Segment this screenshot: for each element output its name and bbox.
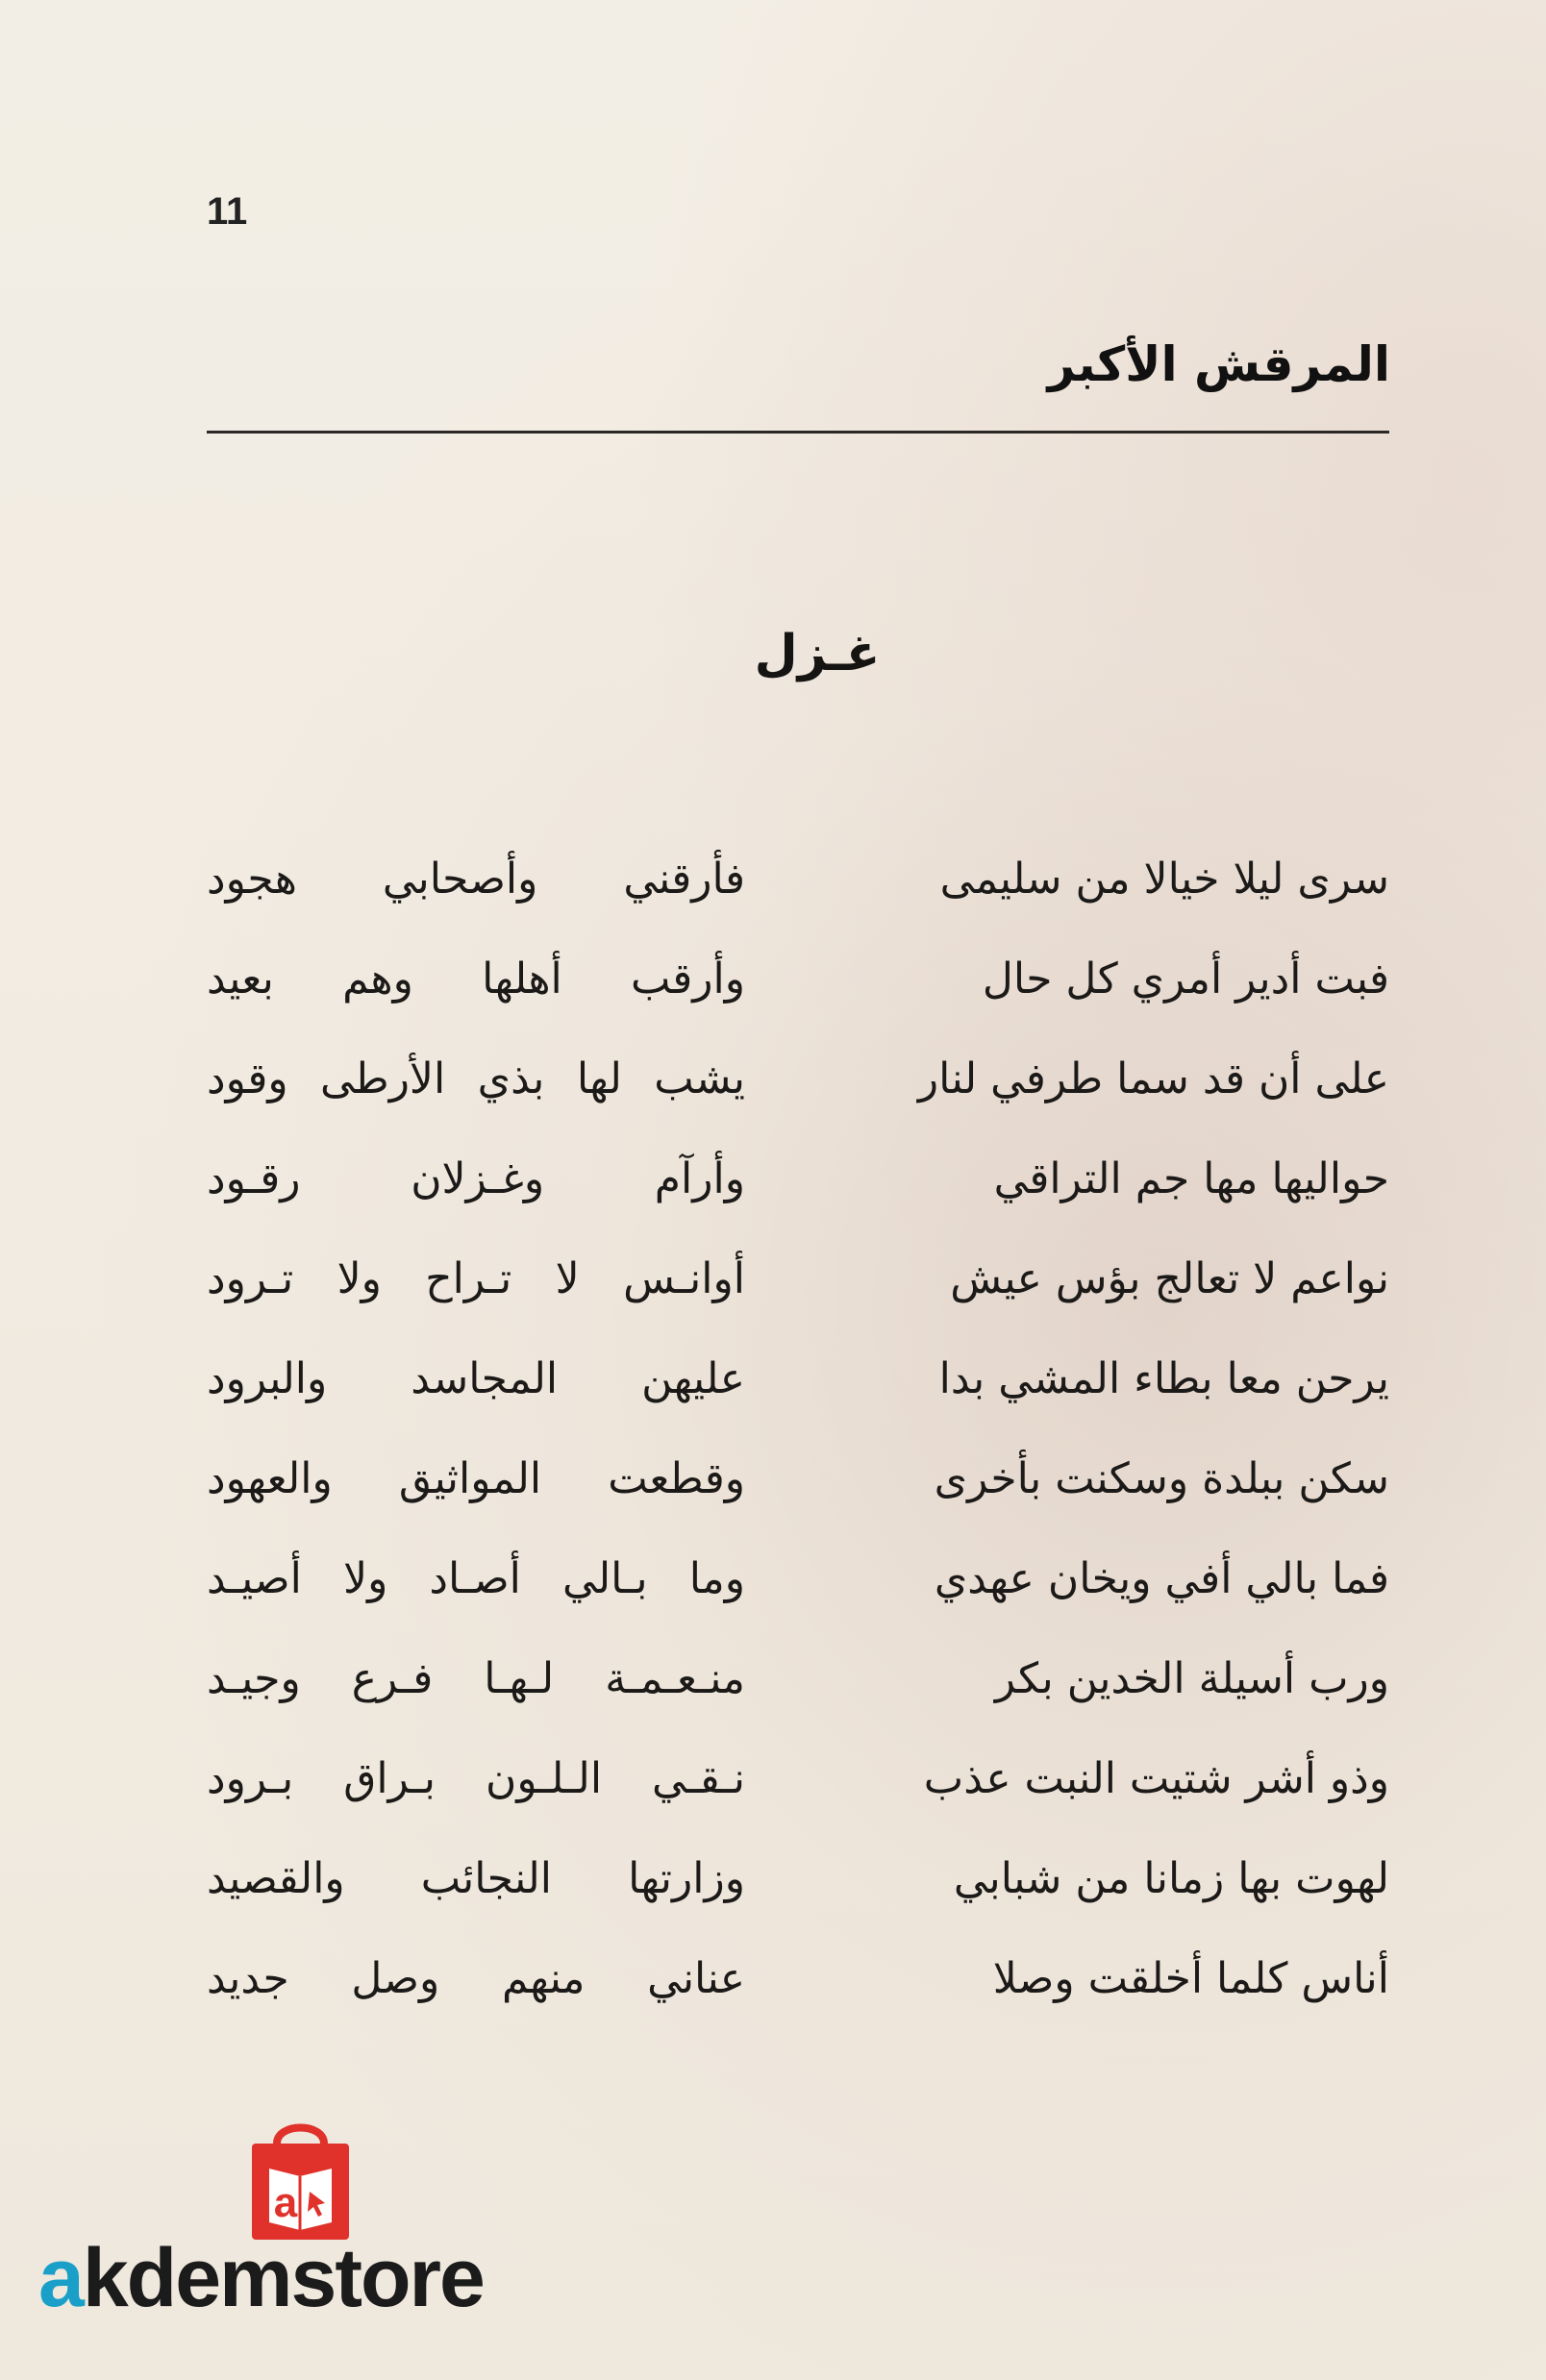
verse-first-hemistich: يرحن معا بطاء المشي بدا [938,1354,1389,1403]
verse-second-hemistich: عليهن المجاسد والبرود [207,1354,745,1403]
verse-6 [207,1341,1389,1441]
running-head: المرقش الأكبر [1047,336,1390,392]
verse-second-hemistich: عناني منهم وصل جديد [207,1954,745,2003]
shopping-bag-book-icon [231,2115,370,2247]
page-number: 11 [207,190,248,233]
verse-first-hemistich: وذو أشر شتيت النبت عذب [923,1754,1389,1803]
verse-first-hemistich: سكن ببلدة وسكنت بأخرى [934,1454,1389,1503]
verse-first-hemistich: سرى ليلا خيالا من سليمى [939,855,1389,904]
akdemstore-logo [38,2115,538,2326]
verse-1 [207,841,1389,941]
verse-first-hemistich: ورب أسيلة الخدين بكر [994,1654,1389,1703]
verse-first-hemistich: فبت أدير أمري كل حال [982,954,1389,1004]
verse-second-hemistich: نـقـي الـلـون بـراق بـرود [207,1754,745,1803]
verse-second-hemistich: أوانـس لا تـراح ولا تـرود [207,1254,745,1303]
verse-second-hemistich: وأرقب أهلها وهم بعيد [207,954,745,1004]
verse-first-hemistich: نواعم لا تعالج بؤس عيش [950,1254,1389,1303]
verse-second-hemistich: فأرقني وأصحابي هجود [207,855,745,904]
verse-first-hemistich: فما بالي أفي ويخان عهدي [934,1554,1389,1603]
verse-first-hemistich: أناس كلما أخلقت وصلا [992,1954,1389,2003]
verse-11 [207,1841,1389,1941]
verse-second-hemistich: وما بـالي أصـاد ولا أصيـد [207,1554,745,1603]
verse-8 [207,1541,1389,1641]
verse-second-hemistich: وقطعت المواثيق والعهود [207,1454,745,1503]
verse-5 [207,1241,1389,1341]
verse-second-hemistich: وأرآم وغـزلان رقـود [207,1154,745,1203]
verse-10 [207,1741,1389,1841]
verse-second-hemistich: منـعـمـة لـهـا فـرع وجيـد [207,1654,745,1703]
poem-title: غـزل [754,625,881,682]
logo-wordmark-rest: kdemstore [82,2232,484,2324]
verse-first-hemistich: لهوت بها زمانا من شبابي [953,1854,1389,1903]
verse-9 [207,1641,1389,1741]
verse-2 [207,941,1389,1041]
logo-wordmark [38,2230,484,2326]
header-rule [207,431,1389,434]
verse-3 [207,1041,1389,1141]
verse-second-hemistich: وزارتها النجائب والقصيد [207,1854,745,1903]
poem-verses [207,841,1389,2041]
verse-7 [207,1441,1389,1541]
verse-12 [207,1941,1389,2041]
logo-bag-letter: a [273,2179,298,2226]
verse-4 [207,1141,1389,1241]
verse-first-hemistich: على أن قد سما طرفي لنار [917,1054,1389,1103]
verse-first-hemistich: حواليها مها جم التراقي [993,1154,1389,1203]
verse-second-hemistich: يشب لها بذي الأرطى وقود [207,1054,745,1103]
logo-wordmark-accent: a [38,2232,83,2324]
